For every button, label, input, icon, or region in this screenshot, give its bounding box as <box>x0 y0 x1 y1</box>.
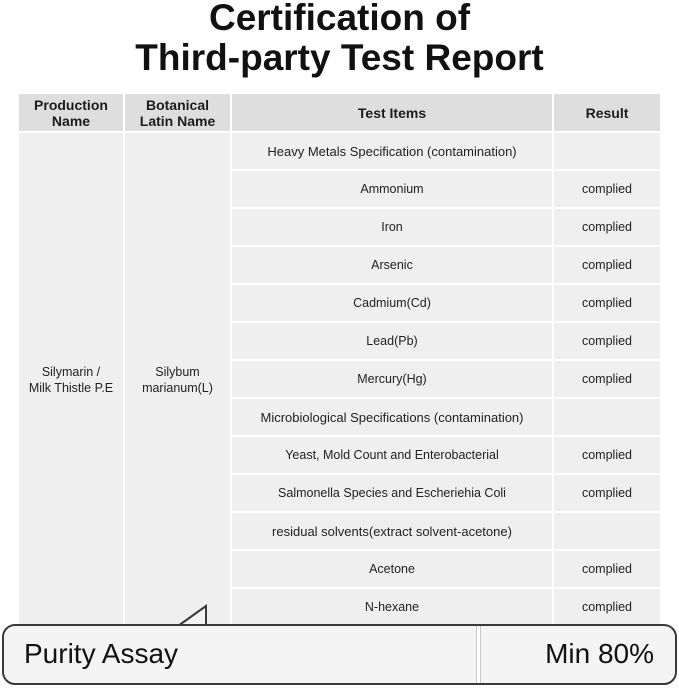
purity-assay-value: Min 80% <box>545 638 654 669</box>
test-item-cell: Mercury(Hg) <box>232 361 552 397</box>
result-cell: complied <box>554 475 660 511</box>
result-cell: complied <box>554 209 660 245</box>
test-item-cell: Ammonium <box>232 171 552 207</box>
result-cell <box>554 133 660 169</box>
section-heading-cell: residual solvents(extract solvent-acetone) <box>232 513 552 549</box>
result-cell: complied <box>554 437 660 473</box>
botanical-latin-name-cell: Silybum marianum(L) <box>125 133 230 627</box>
purity-assay-callout <box>2 624 677 685</box>
result-cell <box>554 399 660 435</box>
result-cell: complied <box>554 361 660 397</box>
result-cell: complied <box>554 247 660 283</box>
header-production-name: Production Name <box>19 94 123 131</box>
result-cell: complied <box>554 551 660 587</box>
section-heading-cell: Heavy Metals Specification (contamination) <box>232 133 552 169</box>
purity-assay-label: Purity Assay <box>24 638 179 669</box>
test-item-cell: Iron <box>232 209 552 245</box>
test-item-cell: Acetone <box>232 551 552 587</box>
result-cell: complied <box>554 323 660 359</box>
header-test-items: Test Items <box>232 94 552 131</box>
header-result: Result <box>554 94 660 131</box>
test-item-cell: Arsenic <box>232 247 552 283</box>
header-botanical-latin-name: Botanical Latin Name <box>125 94 230 131</box>
production-name-cell: Silymarin / Milk Thistle P.E <box>19 133 123 627</box>
section-heading-cell: Microbiological Specifications (contamination) <box>232 399 552 435</box>
callout-divider <box>476 626 481 683</box>
test-report-table <box>19 94 660 634</box>
result-cell: complied <box>554 171 660 207</box>
test-item-cell: N-hexane <box>232 589 552 625</box>
test-item-cell: Yeast, Mold Count and Enterobacterial <box>232 437 552 473</box>
result-cell: complied <box>554 285 660 321</box>
test-item-cell: Salmonella Species and Escheriehia Coli <box>232 475 552 511</box>
test-item-cell: Lead(Pb) <box>232 323 552 359</box>
test-item-cell: Cadmium(Cd) <box>232 285 552 321</box>
result-cell <box>554 513 660 549</box>
title-line-2: Third-party Test Report <box>135 37 544 78</box>
title-line-1: Certification of <box>208 0 471 38</box>
result-cell: complied <box>554 589 660 625</box>
